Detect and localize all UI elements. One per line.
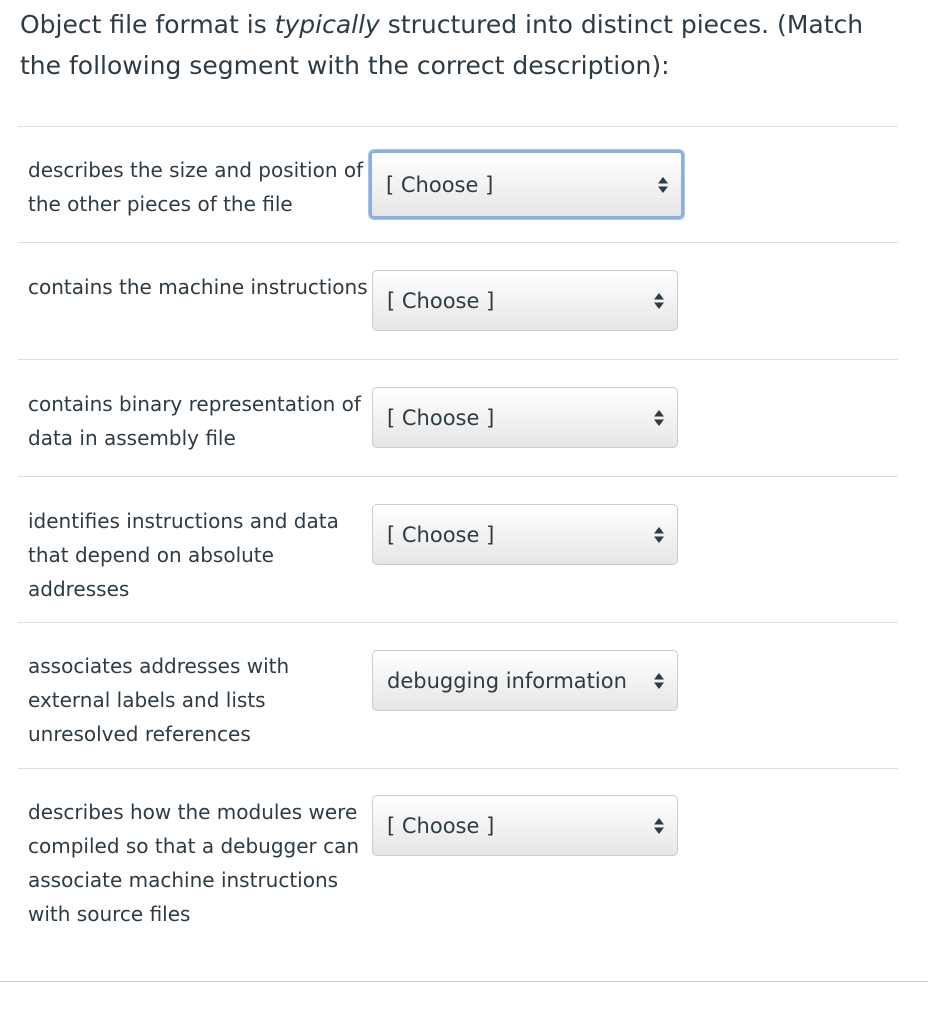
up-down-arrows-icon xyxy=(653,292,665,310)
match-select-6-value: [ Choose ] xyxy=(387,813,495,838)
match-prompt-6: describes how the modules were compiled so that a debugger can associate machine instructions with source files xyxy=(28,800,360,926)
match-select-3[interactable] xyxy=(372,387,678,448)
divider xyxy=(18,768,898,769)
up-down-arrows-icon xyxy=(653,817,665,835)
question-text-part1: Object file format is xyxy=(20,10,275,39)
divider xyxy=(18,126,898,127)
match-select-3-value: [ Choose ] xyxy=(387,405,495,430)
question-text xyxy=(20,4,900,86)
match-select-1-value: [ Choose ] xyxy=(386,172,494,197)
match-select-1[interactable] xyxy=(369,150,684,219)
up-down-arrows-icon xyxy=(657,176,669,194)
match-select-5[interactable] xyxy=(372,650,678,711)
match-select-2-value: [ Choose ] xyxy=(387,288,495,313)
match-prompt-5: associates addresses with external labels and lists unresolved references xyxy=(28,654,290,746)
up-down-arrows-icon xyxy=(653,409,665,427)
match-prompt-3: contains binary representation of data in assembly file xyxy=(28,392,361,450)
divider xyxy=(18,242,898,243)
match-select-4-value: [ Choose ] xyxy=(387,522,495,547)
up-down-arrows-icon xyxy=(653,526,665,544)
divider xyxy=(18,476,898,477)
match-select-5-value: debugging information xyxy=(387,668,627,693)
question-text-emphasis: typically xyxy=(274,10,380,39)
divider xyxy=(18,359,898,360)
divider xyxy=(18,622,898,623)
match-select-2[interactable] xyxy=(372,270,678,331)
up-down-arrows-icon xyxy=(653,672,665,690)
match-prompt-2: contains the machine instructions xyxy=(28,275,368,299)
match-select-4[interactable] xyxy=(372,504,678,565)
match-select-6[interactable] xyxy=(372,795,678,856)
question-text-part2: structured into distinct pieces. (Match the following segment with the correct description): xyxy=(20,10,864,80)
match-prompt-1: describes the size and position of the other pieces of the file xyxy=(28,158,364,216)
match-prompt-4: identifies instructions and data that depend on absolute addresses xyxy=(28,509,339,601)
question-bottom-border xyxy=(0,981,928,982)
